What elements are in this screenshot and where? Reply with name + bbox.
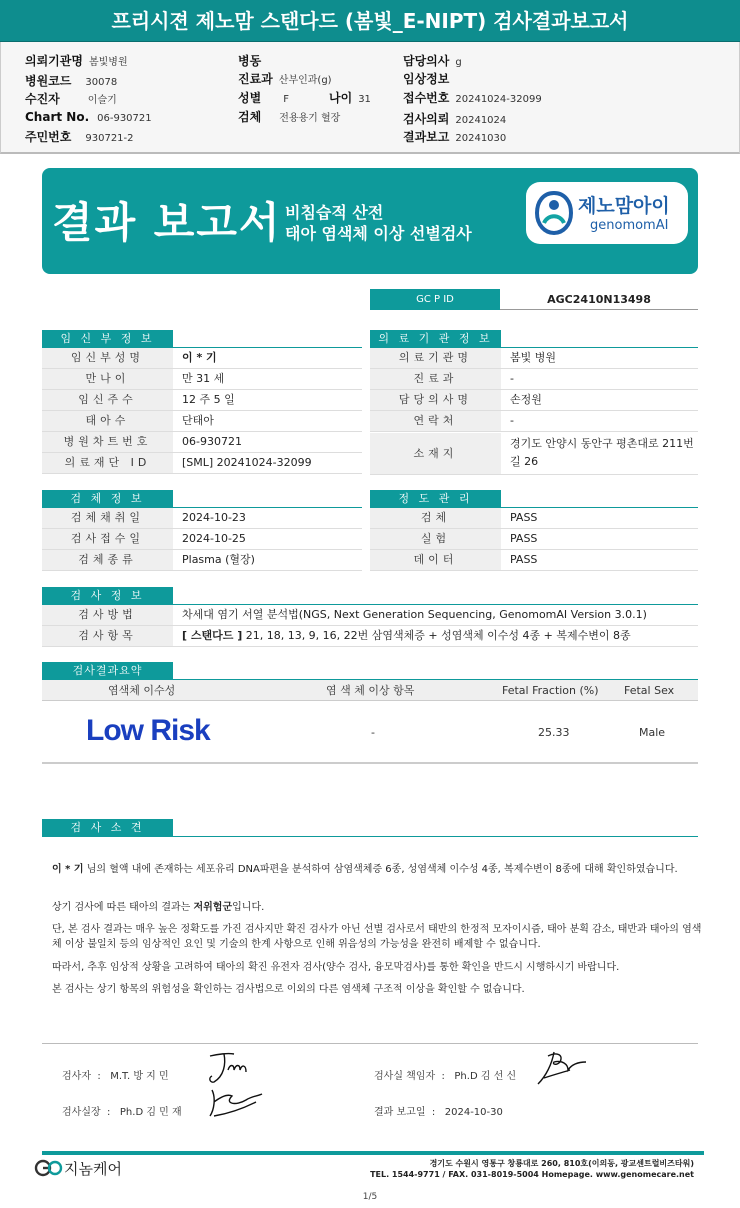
specimen-info-row [42, 529, 362, 550]
pregnant-info-label: 임신주수 [42, 390, 173, 410]
patient-header [0, 42, 740, 154]
dept-field: 진료과 산부인과(g) [238, 72, 332, 86]
pregnant-info-value: [SML] 20241024-32099 [182, 456, 312, 469]
report-title: 프리시젼 제노맘 스탠다드 (봄빛_E-NIPT) 검사결과보고서 [0, 0, 740, 42]
exam-field: 검체 전용용기 혈장 [238, 110, 341, 124]
gcpid-label: GC P ID [370, 289, 500, 310]
clinical-field: 임상정보 [403, 72, 450, 86]
report-date-signature: 결과 보고일 : 2024-10-30 [374, 1107, 503, 1118]
pregnant-info-label: 의료재단 ID [42, 453, 173, 473]
receipt-field: 접수번호 20241024-32099 [403, 91, 542, 105]
pregnant-info-label: 병원차트번호 [42, 432, 173, 452]
tester-signature: 검사자 : M.T. 방 지 민 [62, 1071, 169, 1082]
chief-handwritten-signature-icon [534, 1048, 590, 1088]
findings-paragraph-4: 따라서, 추후 임상적 상황을 고려하여 태아의 확진 유전자 검사(양수 검사, 융모막검사)를 통한 확인을 반드시 시행하시기 바랍니다. [52, 962, 620, 973]
pregnant-info-row [42, 453, 362, 474]
specimen-section-title: 검 체 정 보 [42, 490, 173, 508]
tester-handwritten-signature-icon [206, 1050, 252, 1086]
test-item-bold: [ 스탠다드 ] [182, 629, 243, 642]
pregnant-info-label: 태아수 [42, 411, 173, 431]
chart-field: Chart No. 06-930721 [25, 110, 152, 124]
institution-info-label: 연락처 [370, 411, 501, 431]
findings-paragraph-1: 이 * 기 님의 혈액 내에 존재하는 세포유리 DNA파편을 분석하여 삼염색체증 6종, 성염색체 이수성 4종, 복제수변이 8종에 대해 확인하였습니다. [52, 864, 678, 875]
banner-subtitle: 비침습적 산전 태아 염색체 이상 선별검사 [285, 203, 472, 243]
genomecare-logo: 지놈케어 [34, 1158, 122, 1179]
doctor-field: 담당의사 g [403, 54, 462, 68]
location-value-line1: 경기도 안양시 동안구 평촌대로 211번 [510, 437, 694, 450]
findings-paragraph-3: 단, 본 검사 결과는 매우 높은 정확도를 가진 검사지만 확진 검사가 아닌 선별 검사로서 태반의 한정적 모자이시즘, 태아 분획 감소, 태반과 태아의 염색체 이상 불일치 등의 임상적인 요인 및 기술의 한계 사항으로 인해 위음성의 가능성을 완전히 배제할 수 없습니다. [52, 924, 702, 950]
logo-mark-icon [534, 190, 574, 236]
page-number: 1/5 [362, 1192, 378, 1202]
code-field: 병원코드 30078 [25, 74, 118, 88]
specimen-info-value: Plasma (혈장) [182, 553, 255, 566]
pregnant-info-value: 06-930721 [182, 435, 242, 448]
fetal-fraction-value: 25.33 [538, 726, 570, 739]
qc-info-value: PASS [510, 532, 538, 545]
pregnant-section-title: 임 신 부 정 보 [42, 330, 173, 348]
banner-title: 결과 보고서 [52, 198, 282, 247]
col-fetal-sex: Fetal Sex [624, 684, 675, 697]
qc-info-label: 데이터 [370, 550, 501, 570]
institution-section-title: 의 료 기 관 정 보 [370, 330, 501, 348]
location-value-line2: 길 26 [510, 455, 539, 468]
specimen-info-value: 2024-10-23 [182, 511, 246, 524]
pregnant-info-value: 이 * 기 [182, 351, 217, 364]
institution-info-value: - [510, 414, 514, 427]
qc-info-label: 실험 [370, 529, 501, 549]
pregnant-info-row [42, 390, 362, 411]
pregnant-info-label: 임신부성명 [42, 348, 173, 368]
specimen-info-row [42, 508, 362, 529]
genomomai-logo: 제노맘아이 genomomAI [526, 182, 688, 244]
chief-signature: 검사실 책임자 : Ph.D 김 선 신 [374, 1071, 517, 1082]
institution-info-value: 손정원 [510, 393, 542, 406]
location-row: 소재지 경기도 안양시 동안구 평촌대로 211번 길 26 [370, 433, 698, 475]
age-field: 나이 31 [329, 91, 371, 105]
sex-field: 성별 F [238, 91, 289, 105]
specimen-info-row [42, 550, 362, 571]
id-field: 주민번호 930721-2 [25, 130, 134, 144]
col-abnormal: 염 색 체 이상 항목 [326, 684, 415, 697]
qc-info-label: 검체 [370, 508, 501, 528]
findings-paragraph-2: 상기 검사에 따른 태아의 결과는 저위험군입니다. [52, 902, 265, 913]
qc-info-row [370, 508, 698, 529]
fetal-sex-value: Male [639, 726, 666, 739]
specimen-info-value: 2024-10-25 [182, 532, 246, 545]
pregnant-info-value: 12 주 5 일 [182, 393, 235, 406]
col-aneuploidy: 염색체 이수성 [108, 684, 176, 697]
institution-info-label: 의료기관명 [370, 348, 501, 368]
test-item-value: 21, 18, 13, 9, 16, 22번 삼염색체증 + 성염색체 이수성 4종 + 복제수변이 8종 [242, 629, 631, 642]
institution-info-value: - [510, 372, 514, 385]
ward-field: 병동 [238, 54, 262, 68]
hospital-field: 의뢰기관명 봄빛병원 [25, 54, 128, 68]
institution-info-value: 봄빛 병원 [510, 351, 557, 364]
institution-info-row [370, 348, 698, 369]
director-handwritten-signature-icon [206, 1084, 266, 1120]
test-method-row: 검사방법 차세대 염기 서열 분석법(NGS, Next Generation Sequencing, GenomomAI Version 3.0.1) [42, 605, 698, 626]
test-section-title: 검 사 정 보 [42, 587, 173, 605]
director-signature: 검사실장 : Ph.D 김 민 재 [62, 1107, 182, 1118]
risk-result: Low Risk [86, 714, 210, 747]
genomecare-logo-icon [34, 1159, 64, 1177]
pregnant-info-row [42, 432, 362, 453]
specimen-info-label: 검체종류 [42, 550, 173, 570]
qc-info-value: PASS [510, 553, 538, 566]
findings-paragraph-5: 본 검사는 상기 항목의 위험성을 확인하는 검사법으로 이외의 다른 염색체 구조적 이상을 확인할 수 없습니다. [52, 984, 525, 995]
pregnant-info-value: 단태아 [182, 414, 214, 427]
institution-info-row [370, 390, 698, 411]
institution-info-row [370, 369, 698, 390]
test-item-row: 검사항목 [ 스탠다드 ] 21, 18, 13, 9, 16, 22번 삼염색체증 + 성염색체 이수성 4종 + 복제수변이 8종 [42, 626, 698, 647]
qc-info-row [370, 529, 698, 550]
pregnant-info-value: 만 31 세 [182, 372, 225, 385]
abnormal-value: - [371, 726, 375, 739]
institution-info-row [370, 411, 698, 432]
summary-section-title: 검사결과요약 [42, 662, 173, 680]
summary-header [42, 680, 698, 701]
signature-divider [42, 1043, 698, 1044]
findings-section-line [42, 836, 698, 837]
specimen-info-label: 검체채취일 [42, 508, 173, 528]
qc-info-row [370, 550, 698, 571]
col-fetal-fraction: Fetal Fraction (%) [502, 684, 599, 697]
gcpid-value: AGC2410N13498 [500, 289, 698, 310]
qc-info-value: PASS [510, 511, 538, 524]
findings-section-title: 검 사 소 견 [42, 819, 173, 837]
pregnant-info-row [42, 369, 362, 390]
institution-info-label: 진료과 [370, 369, 501, 389]
footer-address: 경기도 수원시 영통구 창룡대로 260, 810호(이의동, 광교센트럴비즈타워) TEL. 1544-9771 / FAX. 031-8019-5004 Homepage. www.genomecare.net [370, 1159, 694, 1179]
specimen-info-label: 검사접수일 [42, 529, 173, 549]
pregnant-info-label: 만나이 [42, 369, 173, 389]
pregnant-info-row [42, 411, 362, 432]
result-banner [42, 168, 698, 274]
institution-info-label: 담당의사명 [370, 390, 501, 410]
qc-section-title: 정 도 관 리 [370, 490, 501, 508]
summary-row [42, 702, 698, 764]
footer-bar [42, 1151, 704, 1155]
collector-field: 수진자 이슬기 [25, 92, 117, 106]
report-date-field: 결과보고 20241030 [403, 130, 507, 144]
pregnant-info-row [42, 348, 362, 369]
request-field: 검사의뢰 20241024 [403, 112, 507, 126]
